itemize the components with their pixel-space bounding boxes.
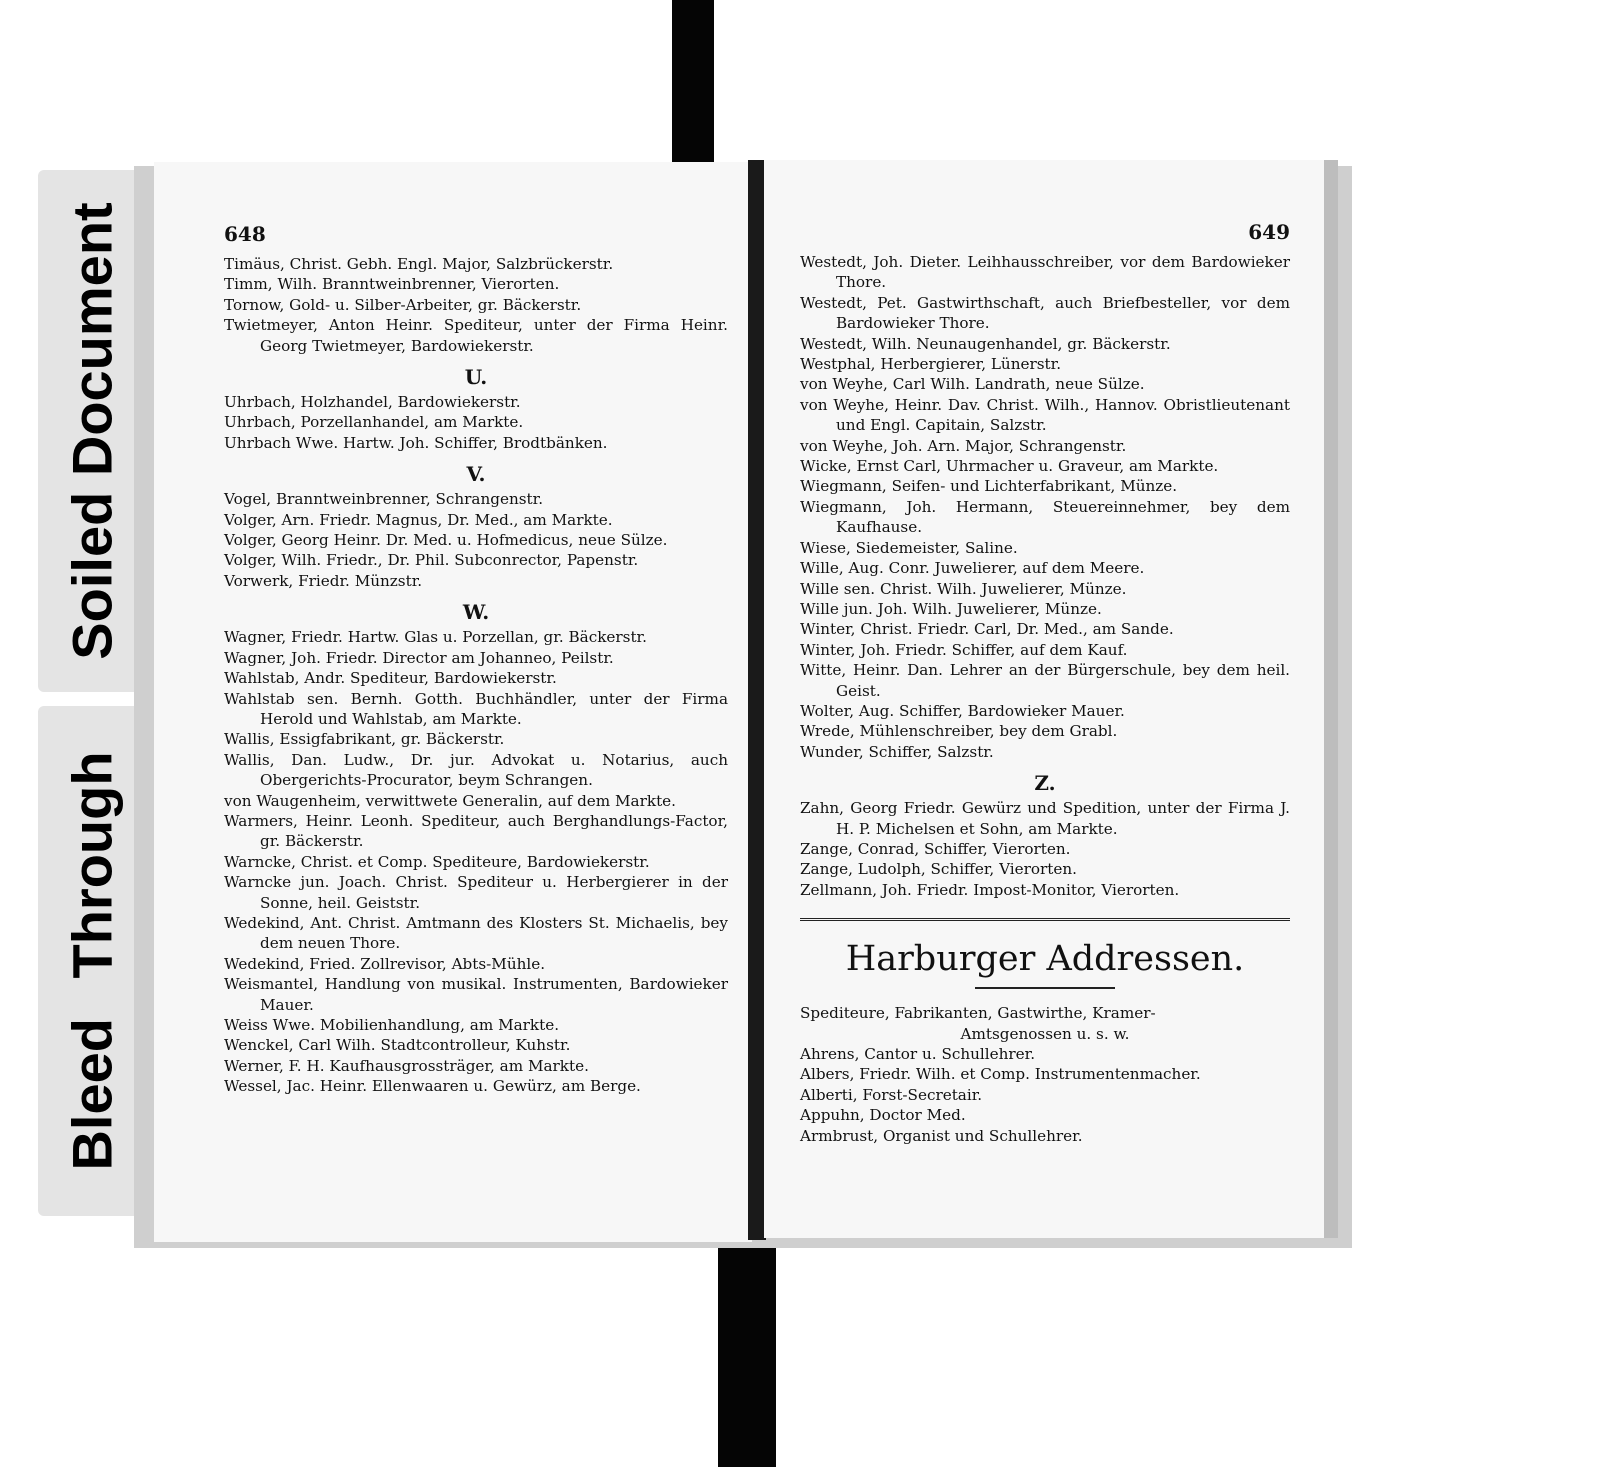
address-entry: Ahrens, Cantor u. Schullehrer. [800, 1045, 1036, 1063]
heading-underline [975, 987, 1115, 989]
address-entry: Wolter, Aug. Schiffer, Bardowieker Mauer. [800, 701, 1125, 720]
address-entry: Winter, Christ. Friedr. Carl, Dr. Med., am Sande. [800, 620, 1174, 639]
address-entry: Uhrbach, Porzellanhandel, am Markte. [224, 413, 524, 432]
harburger-entries [800, 1044, 1290, 1146]
address-entry: Wiegmann, Joh. Hermann, Steuereinnehmer, bey dem Kaufhause. [800, 497, 1290, 537]
entry-list [224, 489, 728, 591]
right-page [764, 160, 1338, 1238]
address-entry: Weiss Wwe. Mobilienhandlung, am Markte. [224, 1016, 560, 1034]
spine-top-strip [672, 0, 714, 168]
subheading-line-1: Spediteure, Fabrikanten, Gastwirthe, Kramer- [800, 1004, 1156, 1023]
address-entry: von Waugenheim, verwittwete Generalin, auf dem Markte. [224, 791, 676, 810]
address-entry: Wille sen. Christ. Wilh. Juwelierer, Münze. [800, 579, 1127, 598]
address-entry: Volger, Arn. Friedr. Magnus, Dr. Med., am Markte. [224, 510, 613, 529]
address-entry: Vorwerk, Friedr. Münzstr. [224, 571, 423, 590]
subheading-line-2: Amtsgenossen u. s. w. [960, 1024, 1130, 1043]
address-entry: Warncke jun. Joach. Christ. Spediteur u. Herbergierer in der Sonne, heil. Geiststr. [224, 873, 728, 912]
section-letter: W. [462, 600, 490, 625]
spine-bottom-strip [718, 1232, 776, 1467]
address-entry: Wahlstab, Andr. Spediteur, Bardowiekerstr. [224, 669, 557, 688]
address-entry: von Weyhe, Joh. Arn. Major, Schrangenstr. [800, 436, 1127, 455]
address-entry: Appuhn, Doctor Med. [800, 1106, 966, 1125]
address-entry: Wallis, Essigfabrikant, gr. Bäckerstr. [224, 730, 505, 749]
address-entry: Zahn, Georg Friedr. Gewürz und Spedition, unter der Firma J. H. P. Michelsen et Sohn, am Markte. [800, 799, 1290, 838]
address-entry: Westphal, Herbergierer, Lünerstr. [800, 355, 1062, 374]
address-entry: Wagner, Joh. Friedr. Director am Johanneo, Peilstr. [224, 648, 614, 667]
right-page-number: 649 [1248, 220, 1290, 244]
address-entry: Westedt, Pet. Gastwirthschaft, auch Briefbesteller, vor dem Bardowieker Thore. [800, 293, 1290, 333]
address-entry: Witte, Heinr. Dan. Lehrer an der Bürgerschule, bey dem heil. Geist. [800, 661, 1290, 700]
entry-list [224, 254, 728, 356]
address-entry: Wunder, Schiffer, Salzstr. [800, 742, 994, 761]
address-entry: Westedt, Wilh. Neunaugenhandel, gr. Bäckerstr. [800, 334, 1171, 353]
soiled-document-label: Soiled Document [60, 202, 124, 660]
entry-list [800, 252, 1290, 762]
address-entry: Wenckel, Carl Wilh. Stadtcontrolleur, Kuhstr. [224, 1036, 571, 1055]
address-entry: Tornow, Gold- u. Silber-Arbeiter, gr. Bäckerstr. [224, 295, 582, 314]
address-entry: Wiese, Siedemeister, Saline. [800, 538, 1018, 557]
address-entry: von Weyhe, Heinr. Dav. Christ. Wilh., Hannov. Obristlieutenant und Engl. Capitain, Salzstr. [800, 395, 1290, 435]
address-entry: Warncke, Christ. et Comp. Spediteure, Bardowiekerstr. [224, 852, 650, 871]
address-entry: von Weyhe, Carl Wilh. Landrath, neue Sülze. [800, 375, 1145, 394]
address-entry: Uhrbach Wwe. Hartw. Joh. Schiffer, Brodtbänken. [224, 433, 608, 452]
address-entry: Wrede, Mühlenschreiber, bey dem Grabl. [800, 722, 1118, 741]
address-entry: Zange, Conrad, Schiffer, Vierorten. [800, 839, 1071, 858]
entry-list [224, 392, 728, 453]
address-entry: Wahlstab sen. Bernh. Gotth. Buchhändler, unter der Firma Herold und Wahlstab, am Markte. [224, 689, 728, 728]
address-entry: Volger, Wilh. Friedr., Dr. Phil. Subconrector, Papenstr. [224, 551, 639, 570]
left-page [154, 162, 752, 1242]
address-entry: Timm, Wilh. Branntweinbrenner, Vierorten. [224, 275, 560, 294]
section-letter: V. [466, 462, 486, 487]
address-entry: Alberti, Forst-Secretair. [800, 1085, 983, 1104]
address-entry: Weismantel, Handlung von musikal. Instrumenten, Bardowieker Mauer. [224, 975, 728, 1014]
address-entry: Wiegmann, Seifen- und Lichterfabrikant, Münze. [800, 477, 1178, 496]
address-entry: Wagner, Friedr. Hartw. Glas u. Porzellan, gr. Bäckerstr. [224, 628, 647, 647]
entry-list [224, 627, 728, 1096]
address-entry: Albers, Friedr. Wilh. et Comp. Instrumentenmacher. [800, 1065, 1201, 1084]
address-entry: Winter, Joh. Friedr. Schiffer, auf dem Kauf. [800, 640, 1128, 659]
section-divider [800, 918, 1290, 921]
address-entry: Twietmeyer, Anton Heinr. Spediteur, unter der Firma Heinr. Georg Twietmeyer, Bardowiekerstr. [224, 316, 728, 355]
address-entry: Wessel, Jac. Heinr. Ellenwaaren u. Gewürz, am Berge. [224, 1077, 641, 1096]
address-entry: Wille jun. Joh. Wilh. Juwelierer, Münze. [800, 599, 1102, 618]
entry-list [800, 798, 1290, 900]
address-entry: Zange, Ludolph, Schiffer, Vierorten. [800, 860, 1077, 879]
harburger-subheading [800, 1003, 1290, 1044]
address-entry: Armbrust, Organist und Schullehrer. [800, 1126, 1083, 1145]
bleed-through-label: Bleed Through [60, 751, 124, 1171]
address-entry: Zellmann, Joh. Friedr. Impost-Monitor, Vierorten. [800, 880, 1180, 899]
address-entry: Werner, F. H. Kaufhausgrossträger, am Markte. [224, 1056, 589, 1075]
address-entry: Westedt, Joh. Dieter. Leihhausschreiber, vor dem Bardowieker Thore. [800, 253, 1290, 292]
address-entry: Wicke, Ernst Carl, Uhrmacher u. Graveur, am Markte. [800, 457, 1219, 476]
address-entry: Wille, Aug. Conr. Juwelierer, auf dem Meere. [800, 559, 1145, 578]
section-letter: Z. [1034, 771, 1056, 796]
address-entry: Wedekind, Fried. Zollrevisor, Abts-Mühle. [224, 954, 546, 973]
address-entry: Vogel, Branntweinbrenner, Schrangenstr. [224, 490, 544, 509]
address-entry: Wallis, Dan. Ludw., Dr. jur. Advokat u. Notarius, auch Obergerichts-Procurator, beym Schrangen. [224, 750, 728, 790]
right-page-entries [800, 252, 1290, 900]
address-entry: Timäus, Christ. Gebh. Engl. Major, Salzbrückerstr. [224, 255, 614, 273]
harburger-heading: Harburger Addressen. [845, 939, 1245, 980]
left-page-entries [224, 254, 728, 1097]
soiled-document-tab [38, 170, 146, 692]
bleed-through-tab [38, 706, 146, 1216]
section-letter: U. [464, 365, 488, 390]
address-entry: Volger, Georg Heinr. Dr. Med. u. Hofmedicus, neue Sülze. [224, 531, 668, 550]
address-entry: Warmers, Heinr. Leonh. Spediteur, auch Berghandlungs-Factor, gr. Bäckerstr. [224, 811, 728, 851]
address-entry: Wedekind, Ant. Christ. Amtmann des Klosters St. Michaelis, bey dem neuen Thore. [224, 913, 728, 953]
address-entry: Uhrbach, Holzhandel, Bardowiekerstr. [224, 393, 521, 412]
left-page-number: 648 [224, 222, 266, 246]
